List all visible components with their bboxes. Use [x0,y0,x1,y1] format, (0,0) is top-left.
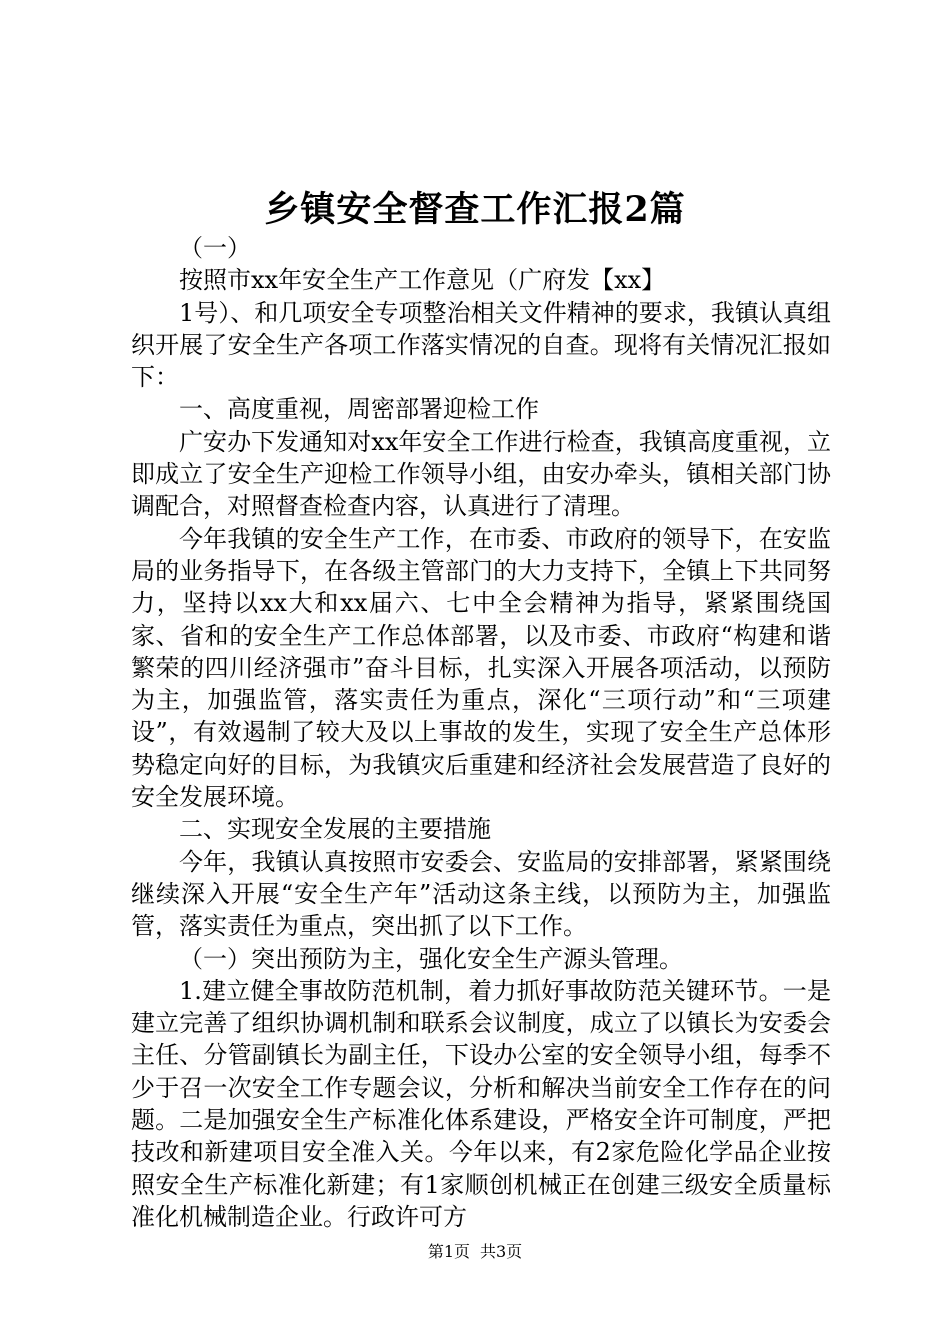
paragraph: 广安办下发通知对xx年安全工作进行检查，我镇高度重视，立即成立了安全生产迎检工作领导小组，由安办牵头，镇相关部门协调配合，对照督查检查内容，认真进行了清理。 [131,427,831,521]
section-heading: 一、高度重视，周密部署迎检工作 [179,395,539,424]
document-title: 乡镇安全督查工作汇报2篇 [264,189,686,230]
paragraph: 1.建立健全事故防范机制，着力抓好事故防范关键环节。一是建立完善了组织协调机制和联系会议制度，成立了以镇长为安委会主任、分管副镇长为副主任，下设办公室的安全领导小组，每季不少于召一次安全工作专题会议，分析和解决当前安全工作存在的问题。二是加强安全生产标准化体系建设，严格安全许可制度，严把技改和新建项目安全准入关。今年以来，有2家危险化学品企业按照安全生产标准化新建；有1家顺创机械正在创建三级安全质量标准化机械制造企业。行政许可方 [131,976,831,1231]
page-total: 共3页 [480,1242,523,1261]
paragraph: 今年，我镇认真按照市安委会、安监局的安排部署，紧紧围绕继续深入开展“安全生产年”活动这条主线，以预防为主，加强监管，落实责任为重点，突出抓了以下工作。 [131,847,831,941]
paragraph: 按照市xx年安全生产工作意见（广府发【xx】 [179,266,666,295]
paragraph: 今年我镇的安全生产工作，在市委、市政府的领导下，在安监局的业务指导下，在各级主管部门的大力支持下，全镇上下共同努力，坚持以xx大和xx届六、七中全会精神为指导，紧紧围绕国家、省和的安全生产工作总体部署，以及市委、市政府“构建和谐繁荣的四川经济强市”奋斗目标，扎实深入开展各项活动，以预防为主，加强监管，落实责任为重点，深化“三项行动”和“三项建设”，有效遏制了较大及以上事故的发生，实现了安全生产总体形势稳定向好的目标，为我镇灾后重建和经济社会发展营造了良好的安全发展环境。 [131,524,831,812]
document-body [131,232,831,1233]
page-number: 第1页 [427,1242,470,1261]
paragraph: 1号）、和几项安全专项整治相关文件精神的要求，我镇认真组织开展了安全生产各项工作落实情况的自查。现将有关情况汇报如下： [131,298,831,392]
section-heading: 二、实现安全发展的主要措施 [179,815,491,844]
subsection-heading: （一）突出预防为主，强化安全生产源头管理。 [179,944,683,973]
page-footer [0,1240,950,1264]
paragraph: （一） [179,234,251,262]
